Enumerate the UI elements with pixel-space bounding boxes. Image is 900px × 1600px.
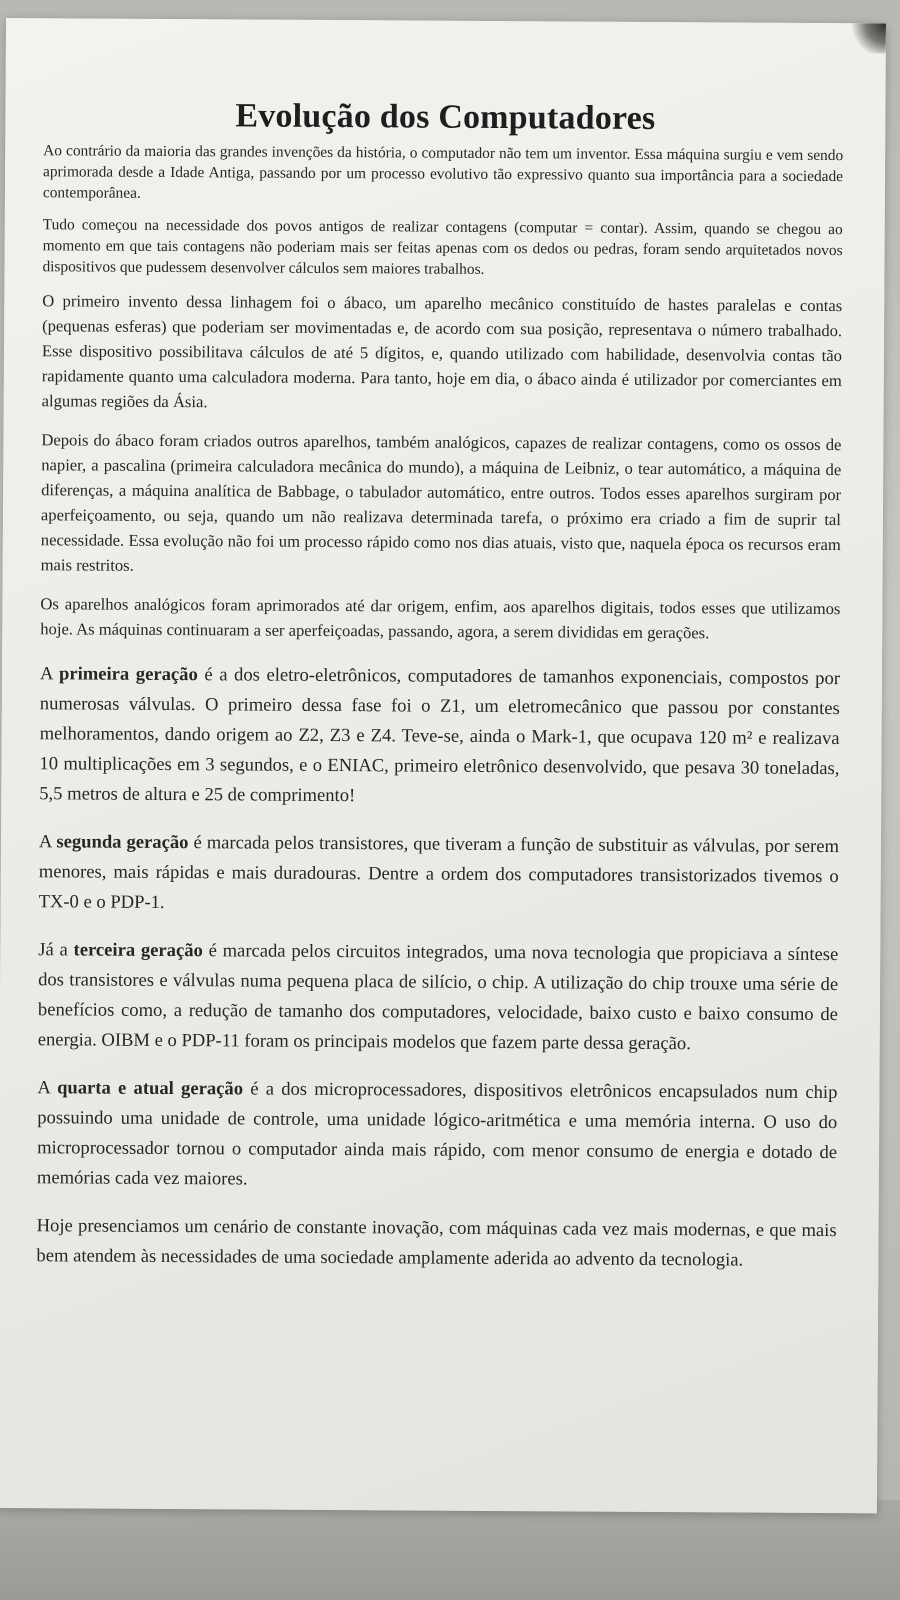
paragraph-4: Depois do ábaco foram criados outros aparelhos, também analógicos, capazes de realizar contagens, como os ossos de napier, a pascalina (primeira calculadora mecânica do mundo), a máquina de Leibniz, o tear automático, a máquina de diferenças, a máquina analítica de Babbage, o tabulador automático, entre outros. Todos esses aparelhos surgiram por aperfeiçoamento, ou seja, quando um não realizava determinada tarefa, o próximo era criado a fim de suprir tal necessidade. Essa evolução não foi um processo rápido como nos dias atuais, visto que, naquela época os recursos eram mais restritos. <box>40 430 842 575</box>
paragraph-3: O primeiro invento dessa linhagem foi o ábaco, um aparelho mecânico constituído de hastes paralelas e contas (pequenas esferas) que poderiam ser movimentadas e, de acordo com sua posição, representava o número trabalhado. Esse dispositivo possibilitava cálculos de até 5 dígitos, e, quando utilizado com habilidade, desenvolvia contas tão rapidamente quanto uma calculadora moderna. Para tanto, hoje em dia, o ábaco ainda é utilizador por comerciantes em algumas regiões da Ásia. <box>41 291 843 412</box>
p8-pre: Já a <box>38 939 74 961</box>
paragraph-fourth-generation <box>37 1073 838 1198</box>
p7-post: é marcada pelos transistores, que tiveram a função de substituir as válvulas, por serem menores, mais rápidas e mais duradouras. Dentre a ordem dos computadores transistorizados tivemos o TX-0 e o PDP-1. <box>38 832 840 913</box>
paragraph-1: Ao contrário da maioria das grandes invenções da história, o computador não tem um inventor. Essa máquina surgiu e vem sendo aprimorada desde a Idade Antiga, passando por um processo evolutivo tão expressivo quanto sua importância para a sociedade contemporânea. <box>42 142 844 202</box>
p9-post: é a dos microprocessadores, dispositivos eletrônicos encapsulados num chip possuindo uma unidade de controle, uma unidade lógico-aritmética e uma memória interna. O uso do microprocessador tornou o computador ainda mais rápido, com menor consumo de energia e dotado de memórias cada vez maiores. <box>36 1078 838 1190</box>
intro-section <box>42 140 843 282</box>
p7-pre: A <box>38 831 57 853</box>
paragraph-third-generation <box>38 935 839 1060</box>
paragraph-conclusion: Hoje presenciamos um cenário de constante inovação, com máquinas cada vez mais modernas, e que mais bem atendem às necessidades de uma sociedade amplamente aderida ao advento da tecnologia. <box>36 1215 837 1271</box>
paragraph-5: Os aparelhos analógicos foram aprimorados até dar origem, enfim, aos aparelhos digitais, todos esses que utilizamos hoje. As máquinas continuaram a ser aperfeiçoadas, passando, agora, a serem divididas em gerações. <box>40 594 841 643</box>
p6-post: é a dos eletro-eletrônicos, computadores de tamanhos exponenciais, compostos por numerosas válvulas. O primeiro dessa fase foi o Z1, um eletromecânico que passou por constantes melhoramentos, dando origem ao Z2, Z3 e Z4. Teve-se, ainda o Mark-1, que ocupava 120 m² e realizava 10 multiplicações em 3 segundos, e o ENIAC, primeiro eletrônico desenvolvido, que pesava 30 toneladas, 5,5 metros de altura e 25 de comprimento! <box>39 664 841 807</box>
document-title: Evolução dos Computadores <box>235 97 656 137</box>
history-section <box>40 288 842 646</box>
generations-section <box>36 659 840 1276</box>
p9-pre: A <box>37 1077 58 1099</box>
third-generation-term: terceira geração <box>73 939 203 962</box>
corner-shadow <box>846 23 886 53</box>
second-generation-term: segunda geração <box>56 831 189 854</box>
p6-pre: A <box>39 663 60 685</box>
paper-sheet <box>0 18 886 1513</box>
document-body <box>36 140 843 1294</box>
fourth-generation-term: quarta e atual geração <box>57 1077 244 1100</box>
paragraph-second-generation <box>39 827 840 922</box>
p8-post: é marcada pelos circuitos integrados, uma nova tecnologia que propiciava a síntese dos transistores e válvulas numa pequena placa de silício, o chip. A utilização do chip trouxe uma série de benefícios como, a redução de tamanho dos computadores, velocidade, baixo custo e baixo consumo de energia. OIBM e o PDP-11 foram os principais modelos que fazem parte dessa geração. <box>37 940 839 1055</box>
paragraph-2: Tudo começou na necessidade dos povos antigos de realizar contagens (computar = contar). Assim, quando se chegou ao momento em que tais contagens não poderiam mais ser feitas apenas com os dedos ou pedras, foram sendo arquitetados novos dispositivos que pudessem desenvolver cálculos sem maiores trabalhos. <box>42 216 843 278</box>
table-surface <box>0 1500 900 1600</box>
paragraph-first-generation <box>39 659 840 814</box>
first-generation-term: primeira geração <box>58 663 198 686</box>
